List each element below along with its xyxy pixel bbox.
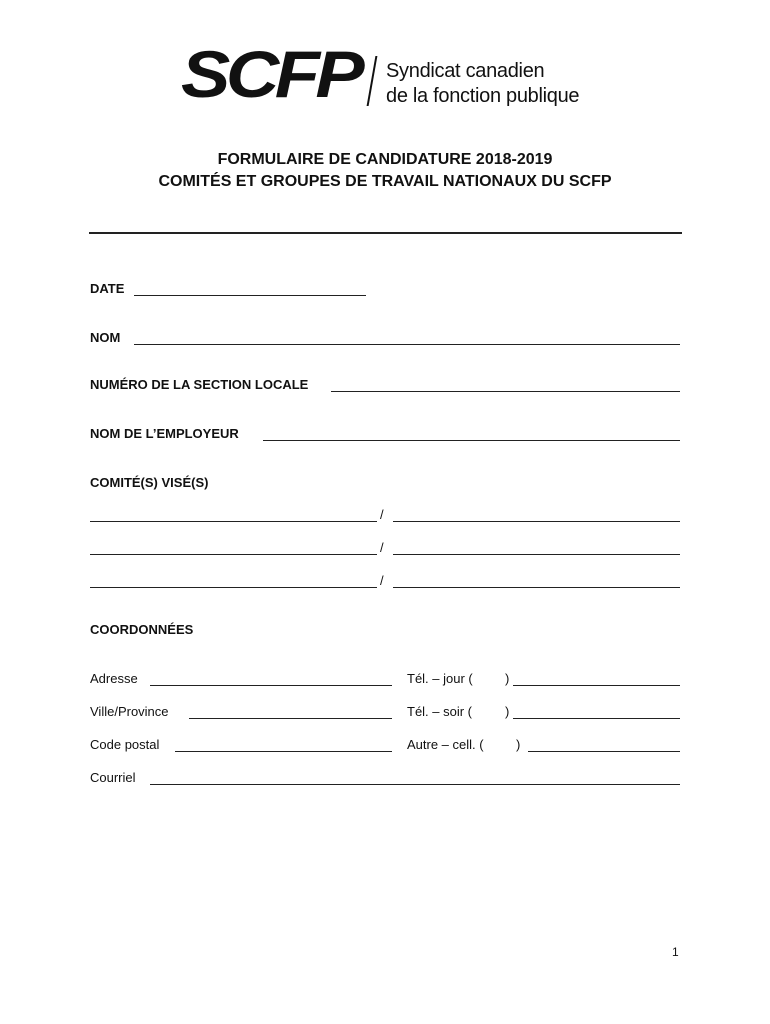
local-number-field[interactable] [331, 391, 680, 392]
scfp-logo: SCFP [181, 37, 361, 111]
committee-field-3b[interactable] [393, 587, 680, 588]
committee-field-2a[interactable] [90, 554, 377, 555]
day-phone-label: Tél. – jour ( [407, 671, 473, 686]
email-label: Courriel [90, 770, 136, 785]
committee-field-2b[interactable] [393, 554, 680, 555]
date-label: DATE [90, 281, 125, 296]
logo-tagline-line2: de la fonction publique [386, 85, 580, 107]
logo-tagline-line1: Syndicat canadien [386, 60, 545, 82]
logo-divider [367, 56, 378, 106]
evening-phone-close-paren: ) [505, 704, 510, 719]
committee-separator-1: / [380, 507, 384, 522]
page-number: 1 [672, 945, 679, 959]
evening-phone-field[interactable] [513, 718, 680, 719]
cell-phone-label: Autre – cell. ( [407, 737, 484, 752]
address-field[interactable] [150, 685, 392, 686]
local-number-label: NUMÉRO DE LA SECTION LOCALE [90, 377, 309, 392]
name-field[interactable] [134, 344, 680, 345]
cell-phone-field[interactable] [528, 751, 680, 752]
committee-field-3a[interactable] [90, 587, 377, 588]
city-province-field[interactable] [189, 718, 392, 719]
day-phone-close-paren: ) [505, 671, 510, 686]
address-label: Adresse [90, 671, 138, 686]
committee-field-1b[interactable] [393, 521, 680, 522]
cell-phone-close-paren: ) [516, 737, 521, 752]
postal-code-field[interactable] [175, 751, 392, 752]
evening-phone-label: Tél. – soir ( [407, 704, 473, 719]
committees-label: COMITÉ(S) VISÉ(S) [90, 475, 209, 490]
day-phone-field[interactable] [513, 685, 680, 686]
form-subtitle: COMITÉS ET GROUPES DE TRAVAIL NATIONAUX DU SCFP [158, 173, 612, 190]
postal-code-label: Code postal [90, 737, 160, 752]
committee-separator-2: / [380, 540, 384, 555]
committee-separator-3: / [380, 573, 384, 588]
contact-heading: COORDONNÉES [90, 622, 194, 637]
name-label: NOM [90, 330, 121, 345]
committee-field-1a[interactable] [90, 521, 377, 522]
employer-field[interactable] [263, 440, 680, 441]
date-field[interactable] [134, 295, 366, 296]
email-field[interactable] [150, 784, 680, 785]
employer-label: NOM DE L’EMPLOYEUR [90, 426, 239, 441]
header-rule [89, 232, 682, 234]
form-title: FORMULAIRE DE CANDIDATURE 2018-2019 [217, 151, 553, 168]
city-province-label: Ville/Province [90, 704, 169, 719]
